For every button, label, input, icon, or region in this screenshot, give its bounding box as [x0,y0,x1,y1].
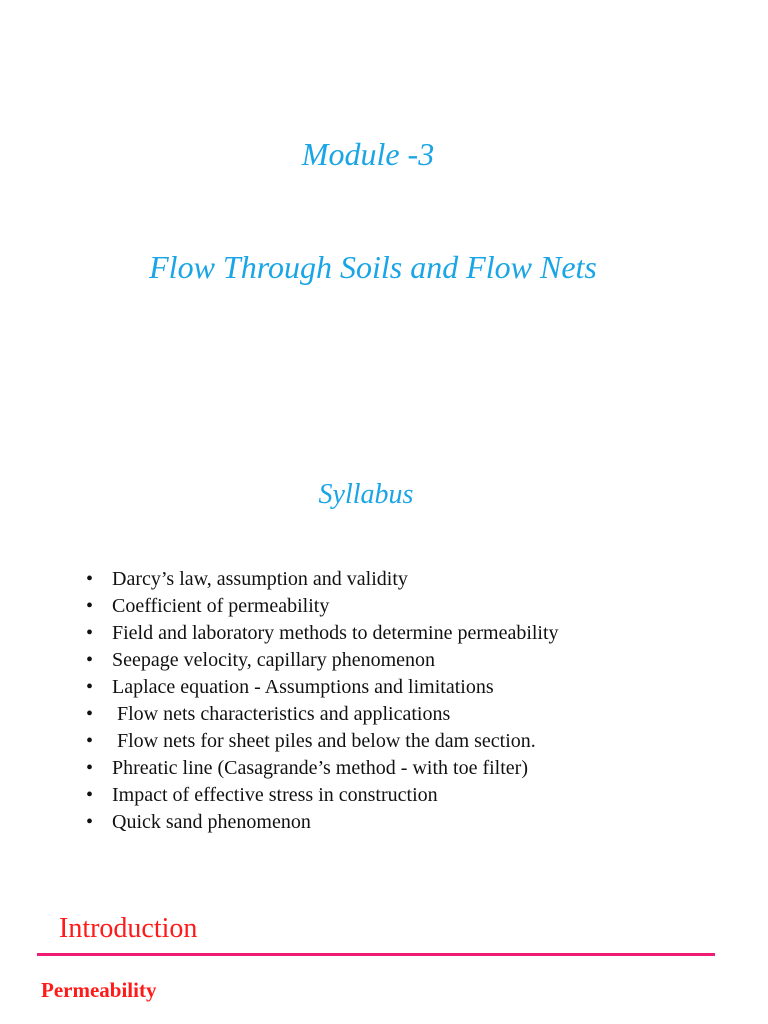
list-item [86,809,559,836]
permeability-heading: Permeability [41,978,157,1002]
bullet-icon: • [86,730,94,752]
bullet-icon: • [86,703,94,725]
section-divider [37,953,715,956]
list-item-text: Flow nets characteristics and applications [112,703,451,725]
list-item [86,566,559,593]
introduction-heading: Introduction [59,913,198,944]
topic-title: Flow Through Soils and Flow Nets [149,249,597,285]
bullet-icon: • [86,757,94,779]
list-item-text: Flow nets for sheet piles and below the dam section. [112,730,536,752]
list-item-text: Field and laboratory methods to determine permeability [112,622,559,644]
bullet-icon: • [86,811,94,833]
list-item-text: Coefficient of permeability [112,595,330,617]
list-item-text: Laplace equation - Assumptions and limitations [112,676,494,698]
bullet-icon: • [86,568,94,590]
list-item [86,728,559,755]
list-item [86,620,559,647]
list-item-text: Quick sand phenomenon [112,811,311,833]
list-item [86,701,559,728]
list-item [86,593,559,620]
bullet-icon: • [86,622,94,644]
syllabus-list [86,566,559,836]
list-item [86,782,559,809]
list-item-text: Darcy’s law, assumption and validity [112,568,408,590]
list-item-text: Impact of effective stress in construction [112,784,438,806]
bullet-icon: • [86,595,94,617]
list-item-text: Phreatic line (Casagrande’s method - with toe filter) [112,757,528,779]
list-item [86,647,559,674]
bullet-icon: • [86,649,94,671]
module-title: Module -3 [301,136,435,172]
list-item [86,674,559,701]
list-item-text: Seepage velocity, capillary phenomenon [112,649,436,671]
syllabus-title: Syllabus [318,479,414,510]
bullet-icon: • [86,784,94,806]
bullet-icon: • [86,676,94,698]
list-item [86,755,559,782]
